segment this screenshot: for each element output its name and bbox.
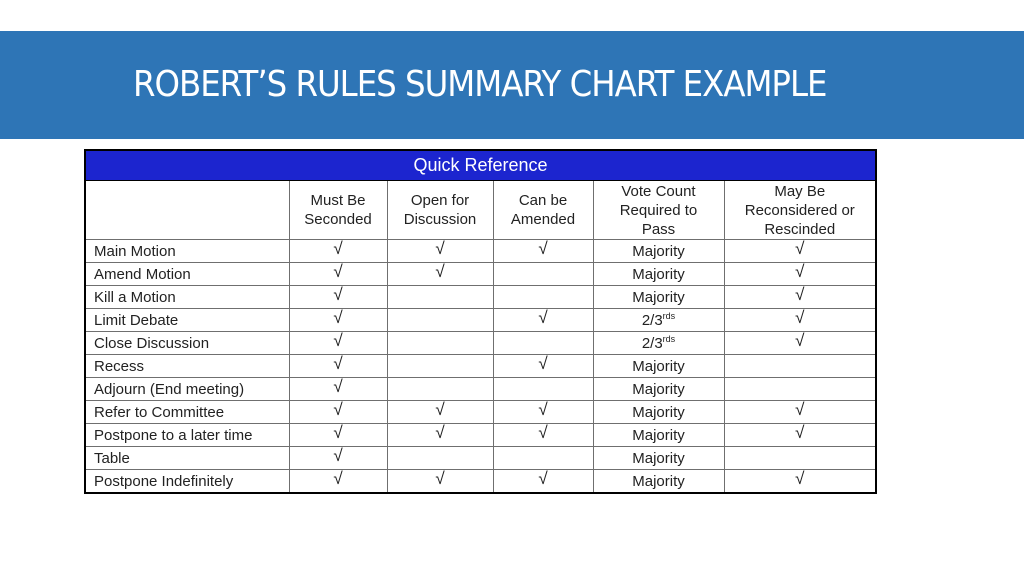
seconded-cell	[289, 401, 387, 424]
vote-count-cell	[593, 263, 724, 286]
amended-cell	[493, 378, 593, 401]
discussion-cell	[387, 355, 493, 378]
motion-name: Recess	[85, 355, 289, 378]
check-mark-icon: √	[333, 377, 343, 396]
vote-count: Majority	[632, 403, 685, 421]
motion-name: Refer to Committee	[85, 401, 289, 424]
check-mark-icon: √	[333, 239, 343, 258]
vote-count: 2/3	[641, 335, 663, 352]
vote-count: Majority	[632, 426, 685, 444]
reconsider-cell	[724, 447, 876, 470]
seconded-cell	[289, 240, 387, 263]
discussion-cell	[387, 263, 493, 286]
discussion-cell	[387, 240, 493, 263]
check-mark-icon: √	[538, 400, 548, 419]
vote-count: Majority	[632, 357, 685, 375]
header-discussion-line2: Discussion	[403, 211, 477, 228]
header-vote-line2: Required to	[619, 201, 698, 219]
table-row	[85, 240, 876, 263]
check-mark-icon: √	[795, 423, 805, 442]
seconded-cell	[289, 378, 387, 401]
seconded-cell	[289, 424, 387, 447]
header-discussion	[387, 181, 493, 240]
header-vote	[593, 181, 724, 240]
header-row	[85, 181, 876, 240]
motion-name: Kill a Motion	[85, 286, 289, 309]
discussion-cell	[387, 286, 493, 309]
check-mark-icon: √	[538, 354, 548, 373]
vote-count-cell	[593, 470, 724, 494]
seconded-cell	[289, 355, 387, 378]
check-mark-icon: √	[333, 469, 343, 488]
header-seconded-line1: Must Be	[310, 192, 366, 209]
vote-count-cell	[593, 401, 724, 424]
vote-count-superscript: rds	[662, 311, 676, 321]
table-row	[85, 355, 876, 378]
vote-count-cell	[593, 447, 724, 470]
motion-name: Amend Motion	[85, 263, 289, 286]
table-row	[85, 286, 876, 309]
vote-count: Majority	[632, 288, 685, 306]
header-amended-line2: Amended	[510, 211, 576, 228]
table-row	[85, 332, 876, 355]
vote-count: Majority	[632, 265, 685, 283]
check-mark-icon: √	[538, 423, 548, 442]
vote-count-cell	[593, 309, 724, 332]
header-reconsider-line3: Rescinded	[764, 220, 836, 238]
reconsider-cell	[724, 401, 876, 424]
vote-count-cell	[593, 332, 724, 355]
check-mark-icon: √	[333, 285, 343, 304]
vote-count-cell	[593, 424, 724, 447]
vote-count-superscript: rds	[662, 334, 676, 344]
vote-count: Majority	[632, 242, 685, 260]
check-mark-icon: √	[795, 285, 805, 304]
check-mark-icon: √	[795, 308, 805, 327]
seconded-cell	[289, 447, 387, 470]
check-mark-icon: √	[333, 262, 343, 281]
table-banner: Quick Reference	[85, 150, 876, 181]
amended-cell	[493, 286, 593, 309]
vote-count: Majority	[632, 449, 685, 467]
reconsider-cell	[724, 240, 876, 263]
check-mark-icon: √	[795, 400, 805, 419]
header-reconsider-line2: Reconsidered or	[744, 201, 855, 219]
seconded-cell	[289, 263, 387, 286]
motion-name: Postpone Indefinitely	[85, 470, 289, 494]
check-mark-icon: √	[795, 469, 805, 488]
reconsider-cell	[724, 355, 876, 378]
check-mark-icon: √	[333, 331, 343, 350]
check-mark-icon: √	[538, 469, 548, 488]
amended-cell	[493, 332, 593, 355]
seconded-cell	[289, 286, 387, 309]
check-mark-icon: √	[333, 446, 343, 465]
motion-name: Main Motion	[85, 240, 289, 263]
header-discussion-line1: Open for	[410, 192, 470, 209]
vote-count: Majority	[632, 380, 685, 398]
vote-count-cell	[593, 355, 724, 378]
table-row	[85, 470, 876, 494]
discussion-cell	[387, 470, 493, 494]
check-mark-icon: √	[435, 262, 445, 281]
check-mark-icon: √	[795, 262, 805, 281]
check-mark-icon: √	[795, 239, 805, 258]
check-mark-icon: √	[333, 308, 343, 327]
motion-name: Postpone to a later time	[85, 424, 289, 447]
header-seconded-line2: Seconded	[304, 211, 372, 228]
check-mark-icon: √	[435, 400, 445, 419]
vote-count-cell	[593, 240, 724, 263]
seconded-cell	[289, 309, 387, 332]
vote-count-cell	[593, 286, 724, 309]
reconsider-cell	[724, 309, 876, 332]
amended-cell	[493, 355, 593, 378]
check-mark-icon: √	[795, 331, 805, 350]
quick-reference-table	[84, 149, 877, 494]
vote-count-cell	[593, 378, 724, 401]
check-mark-icon: √	[538, 239, 548, 258]
header-blank-cell	[85, 181, 289, 240]
header-vote-line1: Vote Count	[621, 182, 696, 200]
reconsider-cell	[724, 263, 876, 286]
amended-cell	[493, 447, 593, 470]
title-bar	[0, 31, 1024, 139]
check-mark-icon: √	[538, 308, 548, 327]
seconded-cell	[289, 332, 387, 355]
reconsider-cell	[724, 424, 876, 447]
motion-name: Limit Debate	[85, 309, 289, 332]
check-mark-icon: √	[435, 469, 445, 488]
table-row	[85, 447, 876, 470]
amended-cell	[493, 309, 593, 332]
check-mark-icon: √	[333, 354, 343, 373]
amended-cell	[493, 240, 593, 263]
header-vote-line3: Pass	[641, 220, 676, 238]
discussion-cell	[387, 309, 493, 332]
discussion-cell	[387, 378, 493, 401]
seconded-cell	[289, 470, 387, 494]
amended-cell	[493, 470, 593, 494]
vote-count: 2/3	[641, 312, 663, 329]
header-seconded	[289, 181, 387, 240]
amended-cell	[493, 424, 593, 447]
amended-cell	[493, 263, 593, 286]
amended-cell	[493, 401, 593, 424]
discussion-cell	[387, 332, 493, 355]
table-row	[85, 424, 876, 447]
header-reconsider-line1: May Be	[774, 182, 826, 200]
table-row	[85, 378, 876, 401]
reconsider-cell	[724, 378, 876, 401]
discussion-cell	[387, 447, 493, 470]
header-amended	[493, 181, 593, 240]
header-amended-line1: Can be	[518, 192, 568, 209]
check-mark-icon: √	[333, 423, 343, 442]
motion-name: Table	[85, 447, 289, 470]
table-row	[85, 263, 876, 286]
discussion-cell	[387, 401, 493, 424]
motion-name: Adjourn (End meeting)	[85, 378, 289, 401]
header-reconsider	[724, 181, 876, 240]
reconsider-cell	[724, 332, 876, 355]
check-mark-icon: √	[435, 423, 445, 442]
table-row	[85, 401, 876, 424]
check-mark-icon: √	[435, 239, 445, 258]
check-mark-icon: √	[333, 400, 343, 419]
slide-title: ROBERT’S RULES SUMMARY CHART EXAMPLE	[133, 64, 827, 105]
discussion-cell	[387, 424, 493, 447]
vote-count: Majority	[632, 472, 685, 490]
motion-name: Close Discussion	[85, 332, 289, 355]
table-row	[85, 309, 876, 332]
reconsider-cell	[724, 286, 876, 309]
reconsider-cell	[724, 470, 876, 494]
